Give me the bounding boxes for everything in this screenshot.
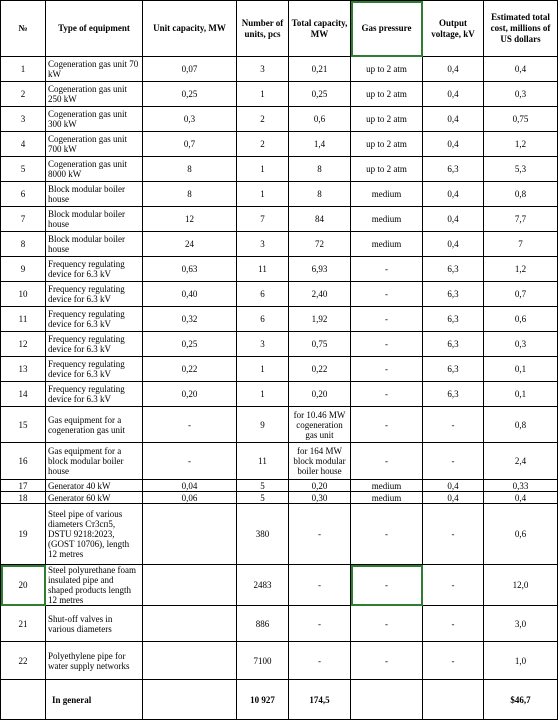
cell-num[interactable]: 16 — [1, 443, 46, 480]
cell-cost[interactable]: 0,6 — [484, 504, 558, 565]
cell-total-units[interactable]: 10 927 — [237, 680, 289, 720]
cell-unit-capacity[interactable]: 0,07 — [143, 57, 237, 82]
cell-type[interactable]: Cogeneration gas unit 700 kW — [46, 132, 143, 157]
cell-cost[interactable]: 1,2 — [484, 132, 558, 157]
cell-type[interactable]: Steel pipe of various diameters Ст3сп5, DSTU 9218:2023, (GOST 10706), length 12 metres — [46, 504, 143, 565]
cell-cost[interactable]: 0,33 — [484, 480, 558, 492]
cell-num[interactable]: 5 — [1, 157, 46, 182]
cell-cost[interactable]: 0,8 — [484, 182, 558, 207]
cell-units[interactable]: 6 — [237, 282, 289, 307]
table-row — [1, 480, 558, 492]
cell-unit-capacity[interactable] — [143, 504, 237, 565]
table-row — [1, 565, 558, 606]
cell-total-capacity[interactable]: 0,6 — [289, 107, 351, 132]
cell-units[interactable]: 886 — [237, 606, 289, 642]
cell-gas-pressure[interactable]: up to 2 atm — [351, 57, 423, 82]
cell-type[interactable]: Steel polyurethane foam insulated pipe and shaped products length 12 metres — [46, 565, 143, 606]
cell-type[interactable]: Frequency regulating device for 6.3 kV — [46, 282, 143, 307]
cell-cost[interactable]: 0,8 — [484, 407, 558, 443]
cell-cost[interactable]: 1,2 — [484, 257, 558, 282]
table-row — [1, 407, 558, 443]
cell-voltage[interactable]: - — [423, 565, 484, 606]
cell-gas-pressure[interactable]: - — [351, 307, 423, 332]
cell-gas-pressure[interactable]: up to 2 atm — [351, 107, 423, 132]
cell-gas-pressure[interactable]: up to 2 atm — [351, 157, 423, 182]
table-row — [1, 382, 558, 407]
cell-total-capacity[interactable]: 84 — [289, 207, 351, 232]
cell-total-capacity[interactable]: for 164 MW block modular boiler house — [289, 443, 351, 480]
table-row — [1, 642, 558, 680]
table-row — [1, 82, 558, 107]
cell-total-capacity[interactable]: 1,4 — [289, 132, 351, 157]
cell-voltage[interactable]: - — [423, 606, 484, 642]
cell-units[interactable]: 2483 — [237, 565, 289, 606]
cell-total-capacity[interactable]: - — [289, 606, 351, 642]
header-type[interactable]: Type of equipment — [46, 1, 143, 57]
header-voltage[interactable]: Output voltage, kV — [423, 1, 484, 57]
cell-gas-pressure[interactable]: - — [351, 565, 423, 606]
cell-voltage[interactable]: 6,3 — [423, 257, 484, 282]
cell-voltage[interactable]: - — [423, 642, 484, 680]
table-row — [1, 182, 558, 207]
cell-type[interactable]: Cogeneration gas unit 250 kW — [46, 82, 143, 107]
cell-num[interactable]: 9 — [1, 257, 46, 282]
cell-total-capacity[interactable]: 0,75 — [289, 332, 351, 357]
cell-total-capacity[interactable]: 1,92 — [289, 307, 351, 332]
cell-gas-pressure[interactable]: - — [351, 504, 423, 565]
cell-voltage[interactable]: 0,4 — [423, 207, 484, 232]
table-row — [1, 606, 558, 642]
cell-units[interactable]: 6 — [237, 307, 289, 332]
cell-gas-pressure[interactable]: - — [351, 257, 423, 282]
cell-voltage[interactable]: 0,4 — [423, 492, 484, 504]
cell-cost[interactable]: 3,0 — [484, 606, 558, 642]
cell-unit-capacity[interactable]: 0,40 — [143, 282, 237, 307]
cell-num[interactable]: 11 — [1, 307, 46, 332]
cell-unit-capacity[interactable]: 24 — [143, 232, 237, 257]
header-row — [1, 1, 558, 57]
cell-num[interactable]: 7 — [1, 207, 46, 232]
cell-total-capacity[interactable]: 2,40 — [289, 282, 351, 307]
cell-cost[interactable]: 5,3 — [484, 157, 558, 182]
cell-voltage[interactable]: 0,4 — [423, 107, 484, 132]
cell-total-gas[interactable] — [351, 680, 423, 720]
cell-total-capacity[interactable]: 72 — [289, 232, 351, 257]
cell-type[interactable]: Frequency regulating device for 6.3 kV — [46, 382, 143, 407]
cell-num[interactable]: 18 — [1, 492, 46, 504]
cell-total-label[interactable]: In general — [46, 680, 143, 720]
header-units[interactable]: Number of units, pcs — [237, 1, 289, 57]
cell-total-cost[interactable]: $46,7 — [484, 680, 558, 720]
cell-type[interactable]: Block modular boiler house — [46, 232, 143, 257]
cell-type[interactable]: Frequency regulating device for 6.3 kV — [46, 332, 143, 357]
cell-unit-capacity[interactable]: 8 — [143, 157, 237, 182]
cell-num[interactable]: 2 — [1, 82, 46, 107]
cell-gas-pressure[interactable]: up to 2 atm — [351, 132, 423, 157]
cell-num[interactable]: 13 — [1, 357, 46, 382]
cell-type[interactable]: Gas equipment for a cogeneration gas unit — [46, 407, 143, 443]
cell-type[interactable]: Frequency regulating device for 6.3 kV — [46, 307, 143, 332]
cell-type[interactable]: Cogeneration gas unit 70 kW — [46, 57, 143, 82]
cell-cost[interactable]: 0,1 — [484, 357, 558, 382]
cell-num[interactable]: 20 — [1, 565, 46, 606]
cell-voltage[interactable]: 6,3 — [423, 357, 484, 382]
cell-units[interactable]: 3 — [237, 332, 289, 357]
cell-voltage[interactable]: 0,4 — [423, 57, 484, 82]
table-row — [1, 157, 558, 182]
cell-cost[interactable]: 0,4 — [484, 492, 558, 504]
cell-voltage[interactable]: - — [423, 504, 484, 565]
table-row — [1, 357, 558, 382]
cell-total-capacity[interactable]: - — [289, 504, 351, 565]
cell-num[interactable]: 21 — [1, 606, 46, 642]
cell-unit-capacity[interactable] — [143, 565, 237, 606]
cell-voltage[interactable]: 0,4 — [423, 232, 484, 257]
header-num[interactable]: № — [1, 1, 46, 57]
cell-units[interactable]: 2 — [237, 107, 289, 132]
cell-type[interactable]: Generator 40 kW — [46, 480, 143, 492]
cell-num[interactable]: 17 — [1, 480, 46, 492]
cell-units[interactable]: 3 — [237, 57, 289, 82]
cell-unit-capacity[interactable]: - — [143, 407, 237, 443]
header-total-capacity[interactable]: Total capacity, MW — [289, 1, 351, 57]
cell-units[interactable]: 5 — [237, 480, 289, 492]
cell-gas-pressure[interactable]: - — [351, 357, 423, 382]
cell-cost[interactable]: 0,1 — [484, 382, 558, 407]
table-row — [1, 57, 558, 82]
header-gas-pressure[interactable]: Gas pressure — [351, 1, 423, 57]
cell-voltage[interactable]: 0,4 — [423, 82, 484, 107]
cell-num[interactable]: 3 — [1, 107, 46, 132]
cell-units[interactable]: 1 — [237, 182, 289, 207]
cell-gas-pressure[interactable]: - — [351, 606, 423, 642]
table-row — [1, 107, 558, 132]
cell-total-capacity[interactable]: 0,25 — [289, 82, 351, 107]
cell-unit-capacity[interactable] — [143, 642, 237, 680]
cell-unit-capacity[interactable]: 0,32 — [143, 307, 237, 332]
cell-total-capacity[interactable]: 0,20 — [289, 382, 351, 407]
table-row — [1, 257, 558, 282]
cell-gas-pressure[interactable]: medium — [351, 182, 423, 207]
cell-type[interactable]: Cogeneration gas unit 8000 kW — [46, 157, 143, 182]
cell-units[interactable]: 2 — [237, 132, 289, 157]
cell-cost[interactable]: 7 — [484, 232, 558, 257]
cell-cost[interactable]: 1,0 — [484, 642, 558, 680]
cell-unit-capacity[interactable]: 0,63 — [143, 257, 237, 282]
cell-cost[interactable]: 0,6 — [484, 307, 558, 332]
cell-total-capacity[interactable]: - — [289, 642, 351, 680]
cell-gas-pressure[interactable]: medium — [351, 207, 423, 232]
cell-unit-capacity[interactable]: 0,22 — [143, 357, 237, 382]
cell-total-capacity[interactable]: 0,22 — [289, 357, 351, 382]
cell-cost[interactable]: 0,75 — [484, 107, 558, 132]
cell-type[interactable]: Frequency regulating device for 6.3 kV — [46, 257, 143, 282]
cell-type[interactable]: Gas equipment for a block modular boiler house — [46, 443, 143, 480]
header-cost[interactable]: Estimated total cost, millions of US dollars — [484, 1, 558, 57]
cell-voltage[interactable]: - — [423, 407, 484, 443]
cell-total-capacity[interactable]: 8 — [289, 157, 351, 182]
cell-total-unit-capacity[interactable] — [143, 680, 237, 720]
cell-gas-pressure[interactable]: medium — [351, 480, 423, 492]
cell-units[interactable]: 1 — [237, 157, 289, 182]
table-row — [1, 282, 558, 307]
cell-units[interactable]: 7 — [237, 207, 289, 232]
cell-unit-capacity[interactable] — [143, 606, 237, 642]
cell-type[interactable]: Block modular boiler house — [46, 207, 143, 232]
cell-unit-capacity[interactable]: 0,04 — [143, 480, 237, 492]
cell-type[interactable]: Shut-off valves in various diameters — [46, 606, 143, 642]
cell-gas-pressure[interactable]: medium — [351, 492, 423, 504]
table-row — [1, 504, 558, 565]
cell-total-capacity[interactable]: 6,93 — [289, 257, 351, 282]
cell-type[interactable]: Cogeneration gas unit 300 kW — [46, 107, 143, 132]
cell-units[interactable]: 7100 — [237, 642, 289, 680]
cell-units[interactable]: 1 — [237, 82, 289, 107]
cell-num[interactable]: 6 — [1, 182, 46, 207]
cell-total-capacity[interactable]: 8 — [289, 182, 351, 207]
cell-units[interactable]: 9 — [237, 407, 289, 443]
cell-num[interactable]: 22 — [1, 642, 46, 680]
cell-num[interactable]: 4 — [1, 132, 46, 157]
table-row — [1, 207, 558, 232]
cell-unit-capacity[interactable]: 0,7 — [143, 132, 237, 157]
cell-cost[interactable]: 0,3 — [484, 332, 558, 357]
cell-cost[interactable]: 2,4 — [484, 443, 558, 480]
cell-num[interactable]: 10 — [1, 282, 46, 307]
cell-gas-pressure[interactable]: - — [351, 642, 423, 680]
cell-units[interactable]: 1 — [237, 357, 289, 382]
cell-unit-capacity[interactable]: 0,06 — [143, 492, 237, 504]
cell-total-capacity-sum[interactable]: 174,5 — [289, 680, 351, 720]
cell-gas-pressure[interactable]: - — [351, 443, 423, 480]
cell-unit-capacity[interactable]: 0,3 — [143, 107, 237, 132]
cell-cost[interactable]: 0,3 — [484, 82, 558, 107]
cell-total-capacity[interactable]: 0,30 — [289, 492, 351, 504]
cell-total-num[interactable] — [1, 680, 46, 720]
cell-unit-capacity[interactable]: 0,20 — [143, 382, 237, 407]
cell-units[interactable]: 1 — [237, 382, 289, 407]
cell-units[interactable]: 5 — [237, 492, 289, 504]
table-row — [1, 132, 558, 157]
table-row — [1, 307, 558, 332]
cell-voltage[interactable]: 0,4 — [423, 132, 484, 157]
cell-type[interactable]: Generator 60 kW — [46, 492, 143, 504]
cell-units[interactable]: 3 — [237, 232, 289, 257]
cell-voltage[interactable]: 6,3 — [423, 332, 484, 357]
cell-unit-capacity[interactable]: - — [143, 443, 237, 480]
cell-total-capacity[interactable]: for 10.46 MW cogeneration gas unit — [289, 407, 351, 443]
table-row — [1, 492, 558, 504]
cell-total-capacity[interactable]: 0,21 — [289, 57, 351, 82]
cell-gas-pressure[interactable]: - — [351, 332, 423, 357]
cell-total-capacity[interactable]: 0,20 — [289, 480, 351, 492]
cell-gas-pressure[interactable]: up to 2 atm — [351, 82, 423, 107]
cell-gas-pressure[interactable]: medium — [351, 232, 423, 257]
cell-cost[interactable]: 12,0 — [484, 565, 558, 606]
cell-unit-capacity[interactable]: 0,25 — [143, 332, 237, 357]
total-row — [1, 680, 558, 720]
cell-type[interactable]: Frequency regulating device for 6.3 kV — [46, 357, 143, 382]
cell-total-capacity[interactable]: - — [289, 565, 351, 606]
table-row — [1, 232, 558, 257]
header-unit-capacity[interactable]: Unit capacity, MW — [143, 1, 237, 57]
table-row — [1, 332, 558, 357]
cell-voltage[interactable]: - — [423, 443, 484, 480]
cell-voltage[interactable]: 6,3 — [423, 282, 484, 307]
cell-voltage[interactable]: 6,3 — [423, 157, 484, 182]
cell-num[interactable]: 15 — [1, 407, 46, 443]
cell-num[interactable]: 12 — [1, 332, 46, 357]
cell-voltage[interactable]: 6,3 — [423, 382, 484, 407]
cell-type[interactable]: Polyethylene pipe for water supply networks — [46, 642, 143, 680]
cell-cost[interactable]: 0,7 — [484, 282, 558, 307]
cell-unit-capacity[interactable]: 8 — [143, 182, 237, 207]
cell-num[interactable]: 19 — [1, 504, 46, 565]
cell-voltage[interactable]: 6,3 — [423, 307, 484, 332]
table-row — [1, 443, 558, 480]
cell-unit-capacity[interactable]: 0,25 — [143, 82, 237, 107]
cell-num[interactable]: 14 — [1, 382, 46, 407]
cell-num[interactable]: 1 — [1, 57, 46, 82]
cell-gas-pressure[interactable]: - — [351, 282, 423, 307]
cell-gas-pressure[interactable]: - — [351, 407, 423, 443]
cell-voltage[interactable]: 0,4 — [423, 480, 484, 492]
cell-type[interactable]: Block modular boiler house — [46, 182, 143, 207]
cell-units[interactable]: 11 — [237, 257, 289, 282]
cell-cost[interactable]: 0,4 — [484, 57, 558, 82]
cell-units[interactable]: 380 — [237, 504, 289, 565]
cell-total-voltage[interactable] — [423, 680, 484, 720]
cell-cost[interactable]: 7,7 — [484, 207, 558, 232]
cell-units[interactable]: 11 — [237, 443, 289, 480]
cell-num[interactable]: 8 — [1, 232, 46, 257]
cell-gas-pressure[interactable]: - — [351, 382, 423, 407]
cell-voltage[interactable]: 0,4 — [423, 182, 484, 207]
cell-unit-capacity[interactable]: 12 — [143, 207, 237, 232]
